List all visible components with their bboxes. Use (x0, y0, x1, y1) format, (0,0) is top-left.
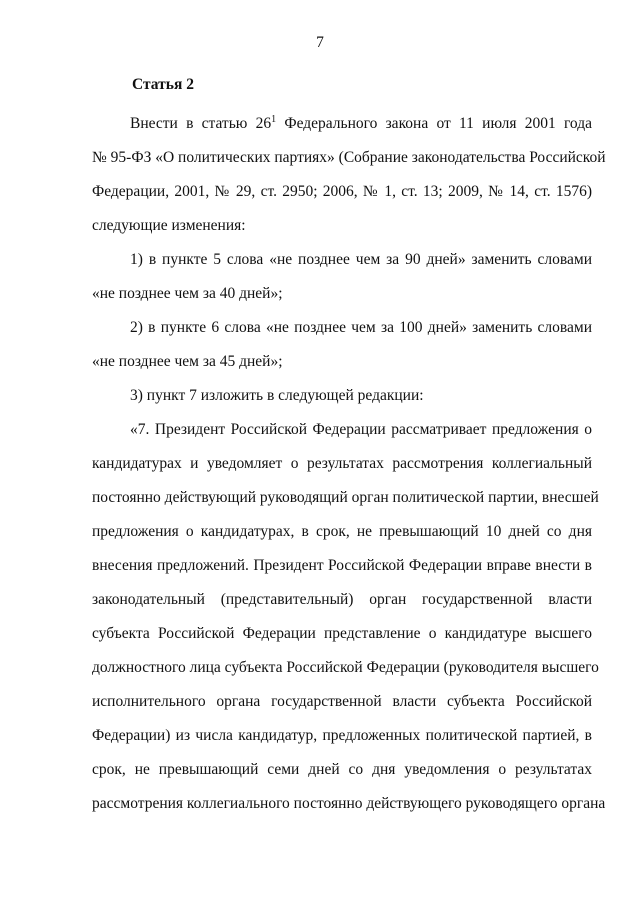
quote-line: должностного лица субъекта Российской Федерации (руководителя высшего (92, 659, 599, 676)
quote-line: законодательный (представительный) орган государственной власти (92, 591, 592, 608)
text-line: «не позднее чем за 40 дней»; (92, 285, 283, 302)
text-line: № 95-ФЗ «О политических партиях» (Собрание законодательства Российской (92, 149, 606, 166)
list-item: 1) в пункте 5 слова «не позднее чем за 90 дней» заменить словами (130, 251, 592, 268)
quote-line: субъекта Российской Федерации представление о кандидатуре высшего (92, 625, 592, 642)
superscript: 1 (271, 114, 277, 125)
quote-line: исполнительного органа государственной власти субъекта Российской (92, 693, 592, 710)
quote-line: внесения предложений. Президент Российской Федерации вправе внести в (92, 557, 592, 574)
page-number: 7 (316, 34, 324, 51)
list-item: 3) пункт 7 изложить в следующей редакции: (130, 387, 424, 404)
text-line: следующие изменения: (92, 217, 246, 234)
quote-line: предложения о кандидатурах, в срок, не превышающий 10 дней со дня (92, 523, 592, 540)
quote-line: Федерации) из числа кандидатур, предложенных политической партией, в (92, 727, 592, 744)
text-line: Федерации, 2001, № 29, ст. 2950; 2006, № 1, ст. 13; 2009, № 14, ст. 1576) (92, 183, 592, 200)
quote-line: «7. Президент Российской Федерации рассматривает предложения о (130, 421, 592, 438)
quote-line: рассмотрения коллегиального постоянно действующего руководящего органа (92, 795, 606, 812)
text-line: «не позднее чем за 45 дней»; (92, 353, 283, 370)
text-line: Внести в статью $26^1$ Федерального закона от 11 июля 2001 года (130, 114, 592, 132)
quote-line: срок, не превышающий семи дней со дня уведомления о результатах (92, 761, 592, 778)
article-heading: Статья 2 (132, 76, 194, 93)
quote-line: кандидатурах и уведомляет о результатах рассмотрения коллегиальный (92, 455, 592, 472)
quote-line: постоянно действующий руководящий орган политической партии, внесшей (92, 489, 599, 506)
list-item: 2) в пункте 6 слова «не позднее чем за 100 дней» заменить словами (130, 319, 592, 336)
